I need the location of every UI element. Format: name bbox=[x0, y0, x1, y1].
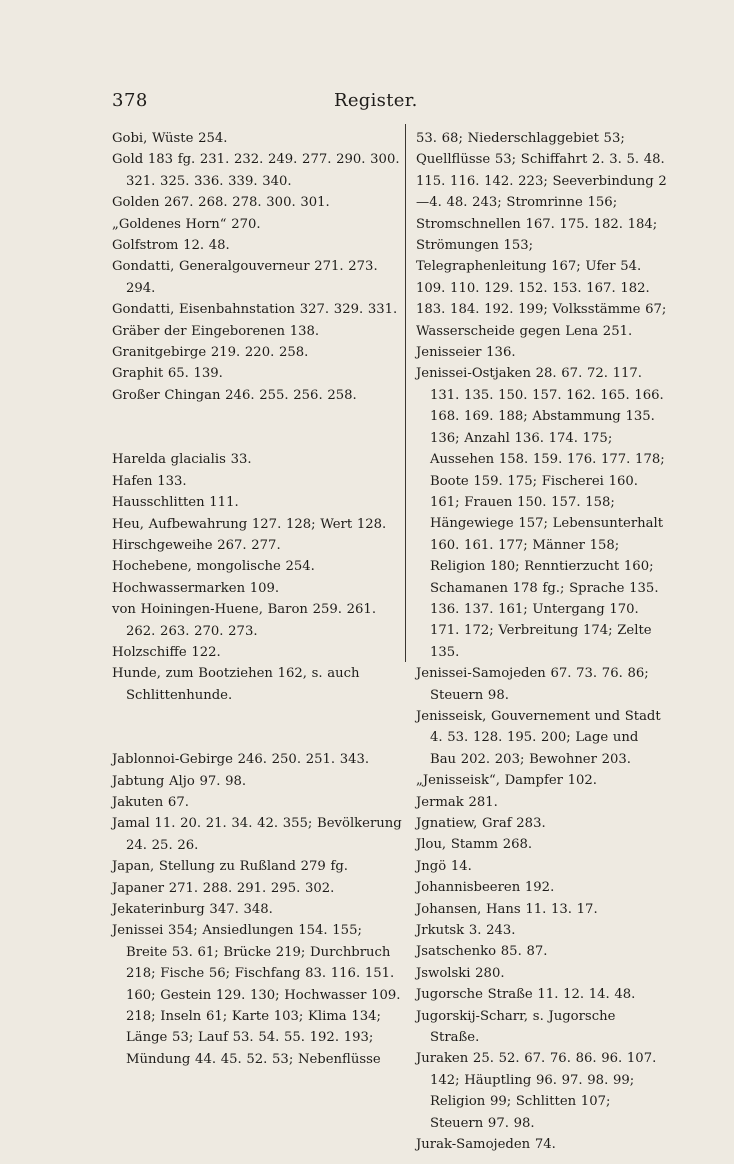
index-entry: „Jenisseisk“, Dampfer 102. bbox=[416, 773, 598, 789]
page-number: 378 bbox=[112, 90, 148, 111]
index-entry: „Goldenes Horn“ 270. bbox=[112, 216, 261, 232]
index-entry: Johansen, Hans 11. 13. 17. bbox=[416, 901, 598, 917]
index-entry: Hochwassermarken 109. bbox=[112, 580, 280, 596]
index-entry: Gobi, Wüste 254. bbox=[112, 131, 228, 146]
index-entry: Jenisseier 136. bbox=[416, 345, 516, 361]
index-entry: Granitgebirge 219. 220. 258. bbox=[112, 345, 309, 361]
index-entry: Juraken 25. 52. 67. 76. 86. 96. 107. 142; Häuptling 96. 97. 98. 99; Religion 99; Schlitten 107; Steuern 97. 98. bbox=[416, 1051, 657, 1131]
index-entry: Hafen 133. bbox=[112, 473, 187, 489]
index-entry: Jenissei-Ostjaken 28. 67. 72. 117. 131. 135. 150. 157. 162. 165. 166. 168. 169. 188; Abstammung 135. 136; Anzahl 136. 174. 175; Aussehen 158. 159. 176. 177. 178; Boote 159. 175; Fischerei 160. 161; Frauen 150. 157. 158; Hängewiege 157; Lebensunterhalt 160. 161. 177; Männer 158; Religion 180; Renntierzucht 160; Schamanen 178 fg.; Sprache 135. 136. 137. 161; Untergang 170. 171. 172; Verbreitung 174; Zelte 135. bbox=[416, 366, 665, 660]
index-entry: Jenissei 354; Ansiedlungen 154. 155; Breite 53. 61; Brücke 219; Durchbruch 218; Fische 56; Fischfang 83. 116. 151. 160; Gestein 129. 130; Hochwasser 109. 218; Inseln 61; Karte 103; Klima 134; Länge 53; Lauf 53. 54. 55. 192. 193; Mündung 44. 45. 52. 53; Nebenflüsse bbox=[112, 923, 401, 1067]
index-entry: Gondatti, Generalgouverneur 271. 273. 294. bbox=[112, 259, 378, 296]
index-entry: Jlou, Stamm 268. bbox=[416, 837, 533, 853]
index-group-j bbox=[112, 749, 404, 1070]
index-entry: Hochebene, mongolische 254. bbox=[112, 559, 315, 575]
section-gap bbox=[112, 406, 404, 449]
index-entry: Golden 267. 268. 278. 300. 301. bbox=[112, 195, 330, 211]
index-entry: Jenissei-Samojeden 67. 73. 76. 86; Steuern 98. bbox=[416, 666, 649, 703]
index-entry: Hausschlitten 111. bbox=[112, 495, 239, 511]
index-entry: Jswolski 280. bbox=[416, 965, 505, 981]
index-entry: Jabtung Aljo 97. 98. bbox=[112, 773, 247, 789]
index-entry: Jakuten 67. bbox=[112, 794, 189, 810]
index-entry: Johannisbeeren 192. bbox=[416, 880, 555, 896]
index-entry: Jugorsche Straße 11. 12. 14. 48. bbox=[416, 987, 636, 1003]
index-entry: Heu, Aufbewahrung 127. 128; Wert 128. bbox=[112, 516, 387, 532]
index-group-h bbox=[112, 449, 404, 706]
index-entry: Hirschgeweihe 267. 277. bbox=[112, 537, 281, 553]
index-column-right bbox=[416, 128, 668, 1156]
index-entry: Gräber der Eingeborenen 138. bbox=[112, 323, 320, 339]
index-entry: Gold 183 fg. 231. 232. 249. 277. 290. 300. 321. 325. 336. 339. 340. bbox=[112, 152, 400, 189]
index-entry: Hunde, zum Bootziehen 162, s. auch Schlittenhunde. bbox=[112, 666, 360, 703]
index-column-left bbox=[112, 128, 404, 1070]
index-entry: Jekaterinburg 347. 348. bbox=[112, 902, 273, 917]
index-entry: Jngö 14. bbox=[416, 858, 472, 874]
index-entry-continued: 53. 68; Niederschlaggebiet 53; Quellflüsse 53; Schiffahrt 2. 3. 5. 48. 115. 116. 142. 223; Seeverbindung 2—4. 48. 243; Stromrinne 156; Stromschnellen 167. 175. 182. 184; Strömungen 153; Telegraphenleitung 167; Ufer 54. 109. 110. 129. 152. 153. 167. 182. 183. 184. 192. 199; Volksstämme 67; Wasserscheide gegen Lena 251. bbox=[416, 131, 667, 339]
index-entry: Jablonnoi-Gebirge 246. 250. 251. 343. bbox=[112, 752, 370, 768]
index-entry: Jermak 281. bbox=[416, 794, 498, 810]
index-entry: Gondatti, Eisenbahnstation 327. 329. 331. bbox=[112, 302, 398, 318]
index-entry: Jgnatiew, Graf 283. bbox=[416, 816, 546, 831]
index-entry: von Hoiningen-Huene, Baron 259. 261. 262. 263. 270. 273. bbox=[112, 602, 377, 639]
index-entry: Jrkutsk 3. 243. bbox=[416, 923, 516, 939]
index-entry: Jenisseisk, Gouvernement und Stadt 4. 53. 128. 195. 200; Lage und Bau 202. 203; Bewohner 203. bbox=[416, 708, 661, 767]
column-divider bbox=[405, 124, 406, 662]
running-title: Register. bbox=[334, 90, 418, 111]
index-entry: Jsatschenko 85. 87. bbox=[416, 944, 548, 960]
index-entry: Jugorskij-Scharr, s. Jugorsche Straße. bbox=[416, 1008, 616, 1046]
index-entry: Jurak-Samojeden 74. bbox=[416, 1137, 556, 1153]
index-entry: Holzschiffe 122. bbox=[112, 644, 221, 660]
index-entry: Graphit 65. 139. bbox=[112, 366, 223, 382]
index-entry: Japan, Stellung zu Rußland 279 fg. bbox=[112, 859, 348, 875]
page-header bbox=[0, 90, 734, 118]
index-entry: Jamal 11. 20. 21. 34. 42. 355; Bevölkerung 24. 25. 26. bbox=[112, 816, 402, 853]
index-entry: Harelda glacialis 33. bbox=[112, 452, 252, 468]
index-entry: Golfstrom 12. 48. bbox=[112, 238, 230, 254]
index-entry: Japaner 271. 288. 291. 295. 302. bbox=[112, 880, 335, 896]
index-entry: Großer Chingan 246. 255. 256. 258. bbox=[112, 387, 357, 403]
section-gap bbox=[112, 706, 404, 749]
index-group-g bbox=[112, 128, 404, 406]
